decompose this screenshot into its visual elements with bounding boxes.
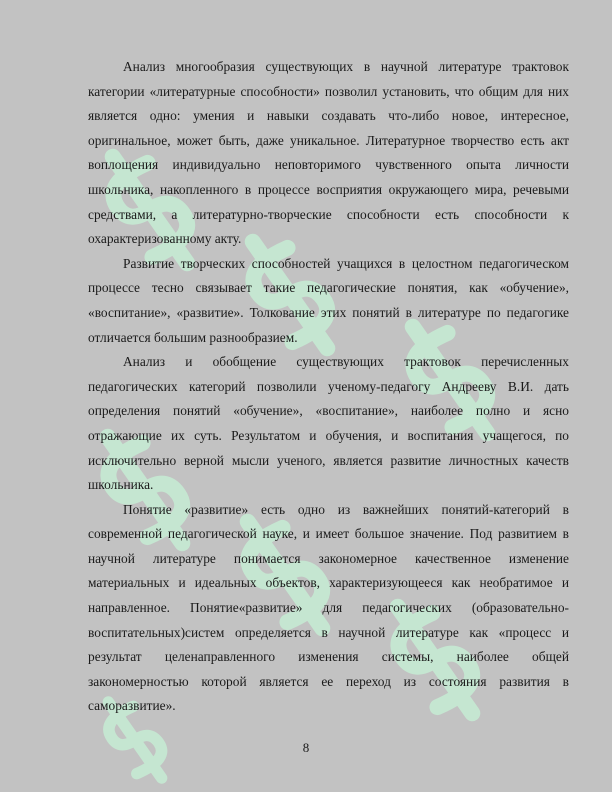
document-body [88,55,569,719]
paragraph: Анализ и обобщение существующих трактовок перечисленных педагогических категорий позволили ученому-педагогу Андрееву В.И. дать определения понятий «обучение», «воспитание», наиболее полно и ясно отражающие их суть. Результатом и обучения, и воспитания учащегося, по исключительно верной мысли ученого, является развитие личностных качеств школьника. [88,354,569,493]
paragraph: Понятие «развитие» есть одно из важнейших понятий-категорий в современной педагогической науке, и имеет большое значение. Под развитием в научной литературе понимается закономерное качественное изменение материальных и идеальных объектов, характеризующееся как необратимое и направленное. Понятие«развитие» для педагогических (образовательно-воспитательных)систем определяется в научной литературе как «процесс и результат целенаправленного изменения системы, наиболее общей закономерностью которой является ее переход из состояния развития в саморазвитие». [88,501,569,714]
page-number: 8 [302,740,310,755]
paragraph: Анализ многообразия существующих в научной литературе трактовок категории «литературные способности» позволил установить, что общим для них является одно: умения и навыки создавать что-либо новое, интересное, оригинальное, может быть, даже уникальное. Литературное творчество есть акт воплощения индивидуально неповторимого чувственного опыта личности школьника, накопленного в процессе восприятия окружающего мира, речевыми средствами, а литературно-творческие способности есть способности к охарактеризованному акту. [88,59,569,247]
paragraph: Развитие творческих способностей учащихся в целостном педагогическом процессе тесно связывает такие педагогические понятия, как «обучение», «воспитание», «развитие». Толкование этих понятий в литературе по педагогике отличается большим разнообразием. [88,255,569,345]
